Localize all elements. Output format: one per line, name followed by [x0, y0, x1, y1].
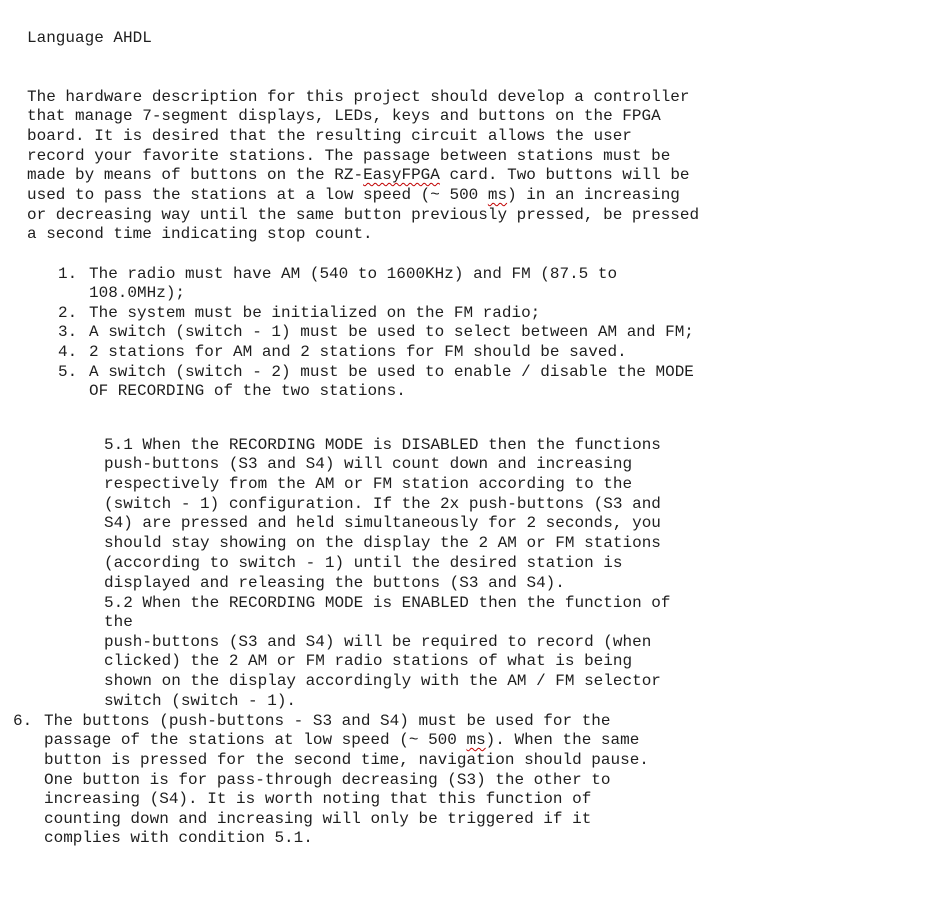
item6-text: passage of the stations at low speed (~ 500 — [44, 731, 467, 749]
list-number: 1. — [58, 265, 78, 283]
subitem-line: shown on the display accordingly with the AM / FM selector — [104, 672, 661, 690]
list-item-text: A switch (switch - 2) must be used to enable / disable the MODE — [89, 363, 694, 381]
subitem-line: should stay showing on the display the 2 AM or FM stations — [104, 534, 661, 552]
intro-line — [27, 166, 690, 186]
intro-text: ) in an increasing — [507, 186, 680, 204]
list-item-text: The radio must have AM (540 to 1600KHz) and FM (87.5 to — [89, 265, 618, 283]
list-item-text: counting down and increasing will only be triggered if it — [44, 810, 592, 828]
subitem-line: (switch - 1) configuration. If the 2x push-buttons (S3 and — [104, 495, 661, 513]
intro-text: card. Two buttons will be — [439, 166, 690, 184]
subitem-line: (according to switch - 1) until the desired station is — [104, 554, 623, 572]
list-item-text: A switch (switch - 1) must be used to select between AM and FM; — [89, 323, 694, 341]
spellcheck-flagged-word: ms — [466, 731, 486, 749]
list-item-text: increasing (S4). It is worth noting that this function of — [44, 790, 592, 808]
list-number: 6. — [13, 712, 33, 730]
list-number: 5. — [58, 363, 78, 381]
intro-text: made by means of buttons on the RZ- — [27, 166, 364, 184]
intro-text: used to pass the stations at a low speed (~ 500 — [27, 186, 488, 204]
list-item-text: complies with condition 5.1. — [44, 829, 313, 847]
subitem-line: switch (switch - 1). — [104, 692, 297, 710]
intro-line: record your favorite stations. The passage between stations must be — [27, 147, 671, 165]
list-item-text: button is pressed for the second time, navigation should pause. — [44, 751, 649, 769]
list-number: 4. — [58, 343, 78, 361]
subitem-line: the — [104, 613, 133, 631]
subitem-line: 5.2 When the RECORDING MODE is ENABLED then the function of — [104, 594, 671, 612]
list-item-text: 108.0MHz); — [89, 284, 186, 302]
list-number: 2. — [58, 304, 78, 322]
spellcheck-flagged-word: EasyFPGA — [363, 166, 440, 184]
intro-line: The hardware description for this project should develop a controller — [27, 88, 690, 106]
list-item-text: The system must be initialized on the FM radio; — [89, 304, 541, 322]
page-heading: Language AHDL — [27, 29, 152, 47]
list-item-text: 2 stations for AM and 2 stations for FM should be saved. — [89, 343, 627, 361]
subitem-line: 5.1 When the RECORDING MODE is DISABLED then the functions — [104, 436, 661, 454]
subitem-line: respectively from the AM or FM station according to the — [104, 475, 633, 493]
intro-line: or decreasing way until the same button previously pressed, be pressed — [27, 206, 700, 224]
item6-text: ). When the same — [485, 731, 640, 749]
subitem-line: push-buttons (S3 and S4) will count down and increasing — [104, 455, 633, 473]
subitem-line: S4) are pressed and held simultaneously for 2 seconds, you — [104, 514, 661, 532]
list-item-text: One button is for pass-through decreasing (S3) the other to — [44, 771, 611, 789]
intro-line: board. It is desired that the resulting circuit allows the user — [27, 127, 632, 145]
spellcheck-flagged-word: ms — [487, 186, 508, 204]
list-item-text — [44, 731, 639, 751]
subitem-line: push-buttons (S3 and S4) will be required to record (when — [104, 633, 652, 651]
intro-line: a second time indicating stop count. — [27, 225, 373, 243]
list-number: 3. — [58, 323, 78, 341]
list-item-text: The buttons (push-buttons - S3 and S4) must be used for the — [44, 712, 611, 730]
subitem-line: displayed and releasing the buttons (S3 and S4). — [104, 574, 565, 592]
intro-line — [27, 186, 680, 206]
subitem-line: clicked) the 2 AM or FM radio stations of what is being — [104, 652, 633, 670]
intro-line: that manage 7-segment displays, LEDs, keys and buttons on the FPGA — [27, 107, 661, 125]
list-item-text: OF RECORDING of the two stations. — [89, 382, 406, 400]
